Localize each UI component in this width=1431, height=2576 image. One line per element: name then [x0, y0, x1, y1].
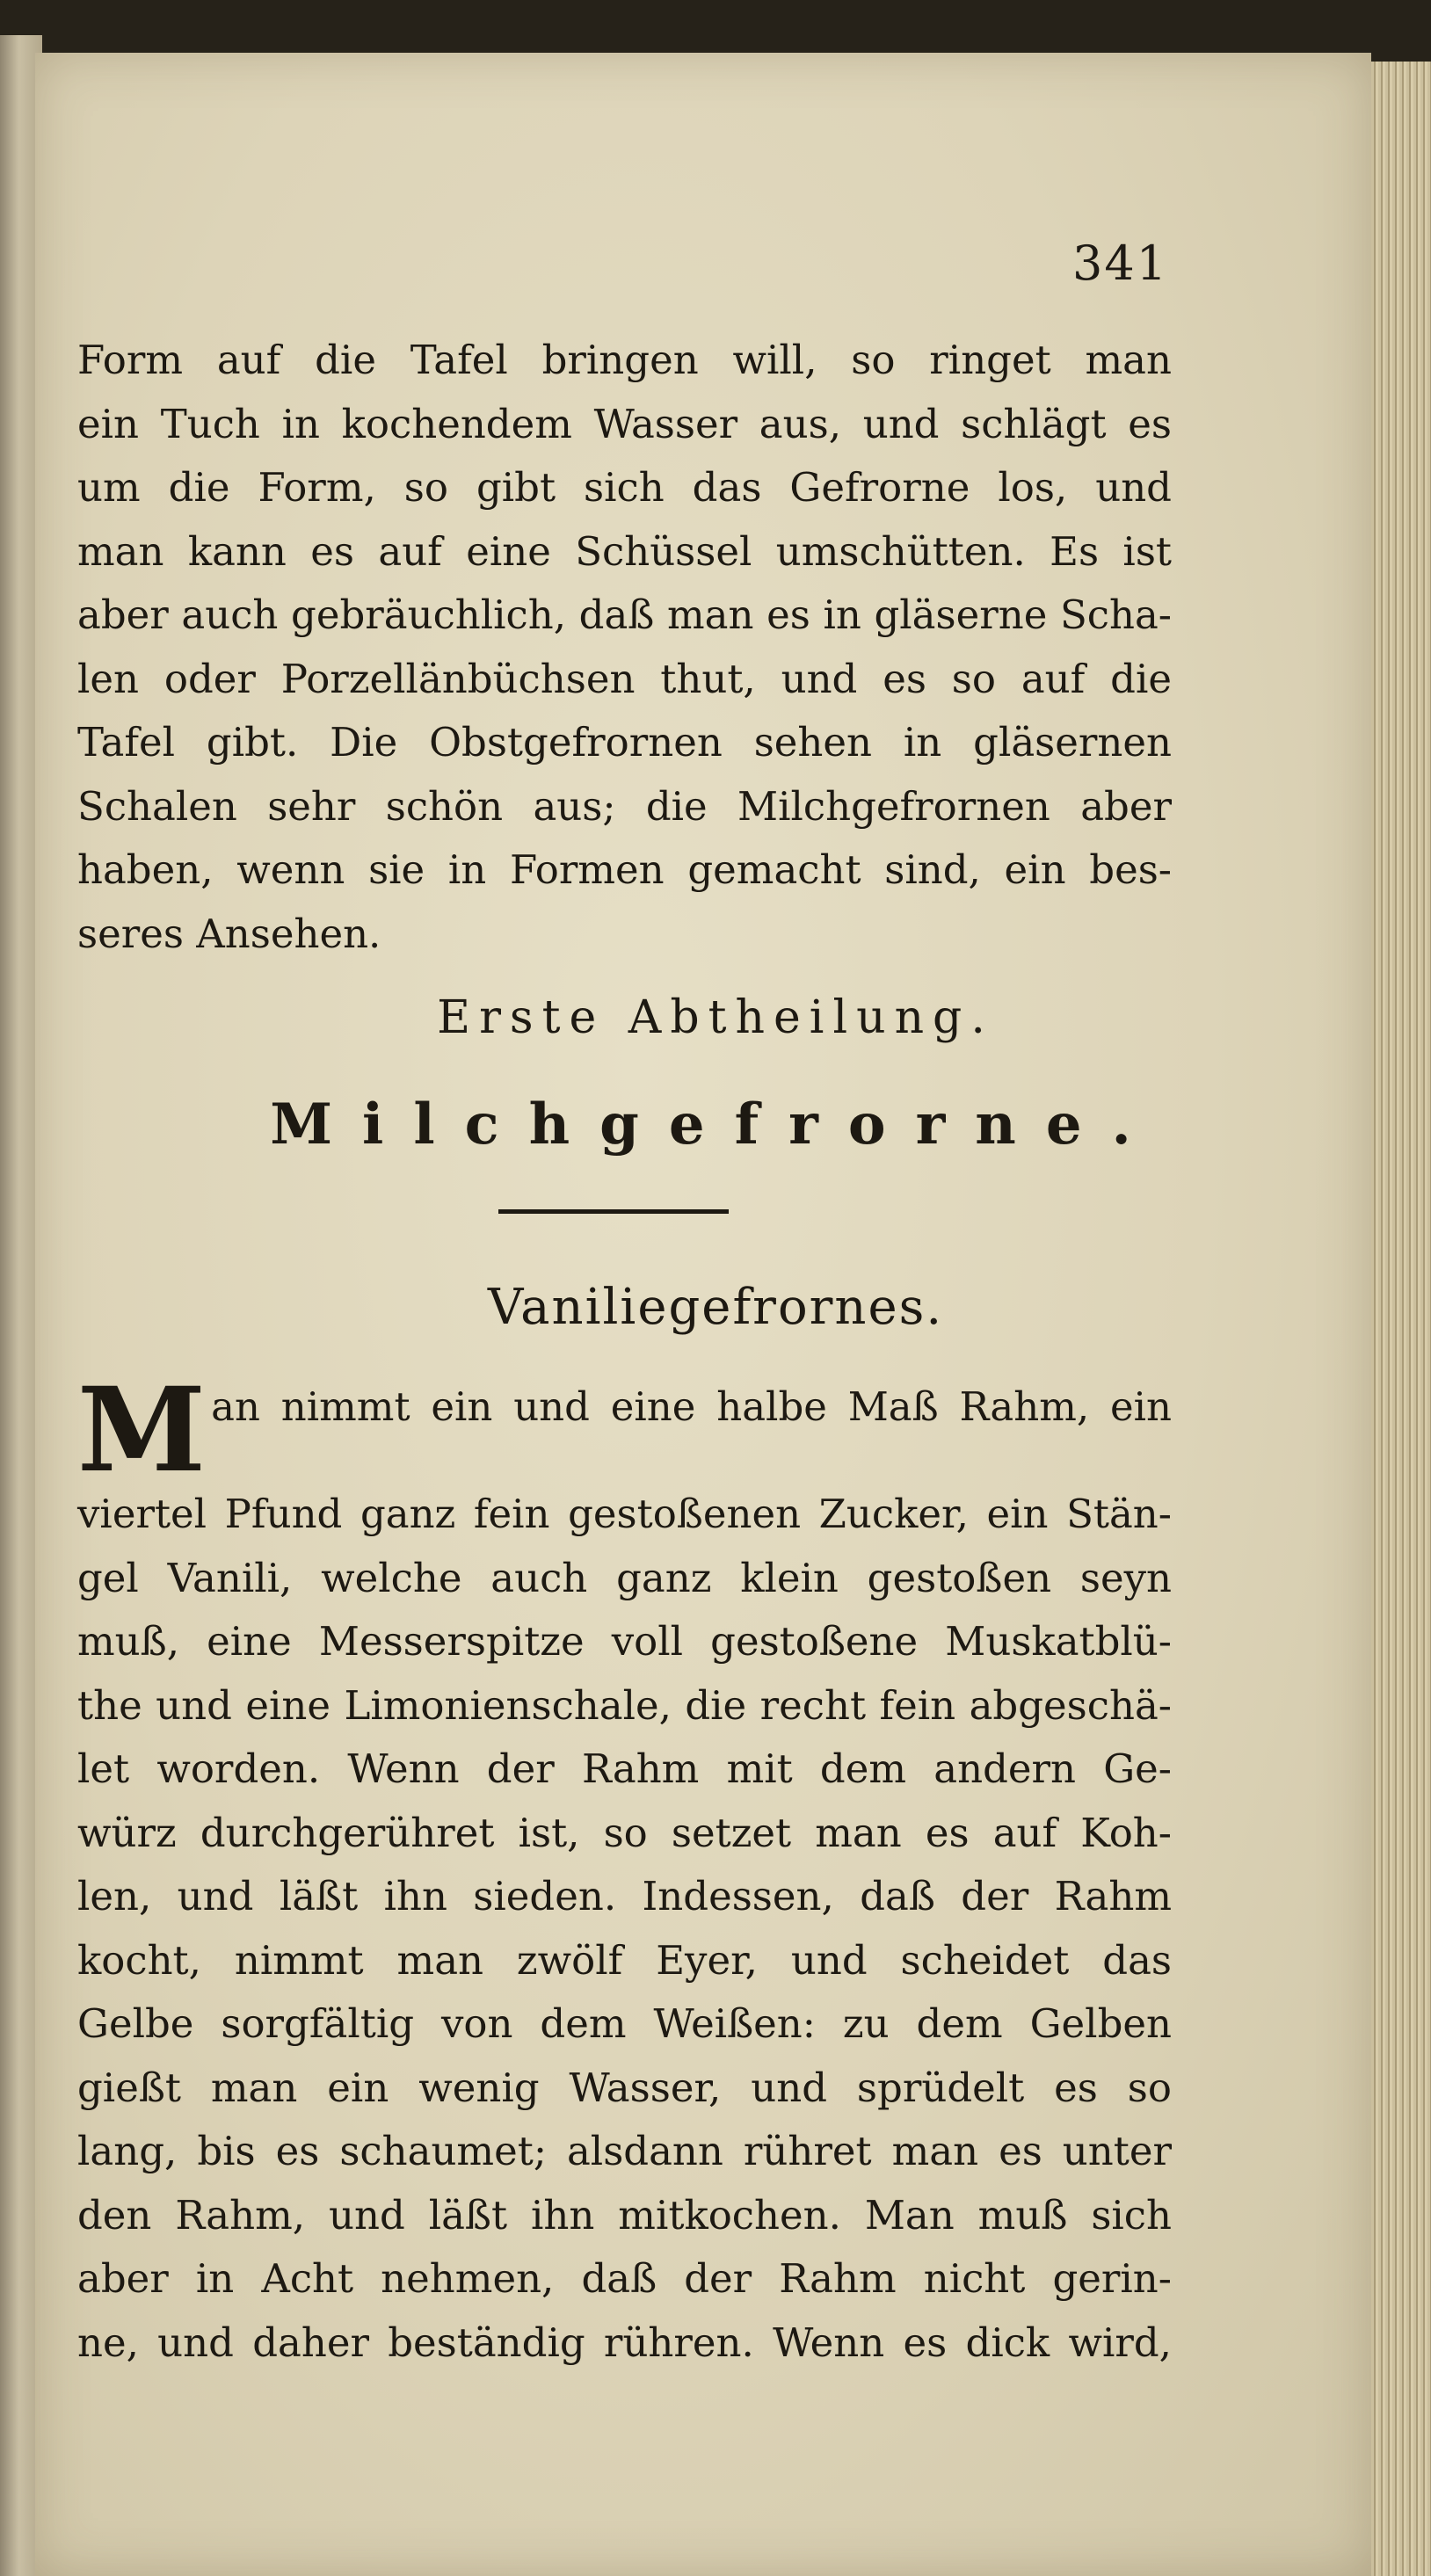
recipe-line: lang, bis es schaumet; alsdann rühret man es unter	[77, 2128, 1172, 2174]
section-title: Milchgefrorne.	[270, 1092, 1161, 1157]
page-number: 341	[1072, 236, 1169, 291]
intro-line: Form auf die Tafel bringen will, so ringet man	[77, 337, 1172, 383]
recipe-line: ne, und daher beständig rühren. Wenn es dick wird,	[77, 2318, 1172, 2366]
intro-line: seres Ansehen.	[77, 910, 381, 957]
recipe-line: aber in Acht nehmen, daß der Rahm nicht gerin-	[77, 2255, 1172, 2302]
recipe-line: an nimmt ein und eine halbe Maß Rahm, ein	[211, 1383, 1172, 1430]
recipe-line: len, und läßt ihn sieden. Indessen, daß der Rahm	[77, 1873, 1172, 1919]
recipe-line: the und eine Limonienschale, die recht fein abgeschä-	[77, 1681, 1172, 1729]
recipe-line: kocht, nimmt man zwölf Eyer, und scheidet das	[77, 1936, 1172, 1984]
recipe-title: Vaniliegefrornes.	[487, 1279, 944, 1336]
recipe-line: würz durchgerühret ist, so setzet man es auf Koh-	[77, 1809, 1172, 1856]
intro-line: Schalen sehr schön aus; die Milchgefrornen aber	[77, 782, 1172, 830]
intro-line: man kann es auf eine Schüssel umschütten. Es ist	[77, 527, 1172, 575]
recipe-line: den Rahm, und läßt ihn mitkochen. Man muß sich	[77, 2191, 1172, 2239]
intro-line: len oder Porzellänbüchsen thut, und es so auf die	[77, 655, 1172, 702]
section-heading: Erste Abtheilung.	[437, 991, 994, 1044]
intro-line: Tafel gibt. Die Obstgefrornen sehen in gläsernen	[77, 719, 1172, 766]
recipe-line: muß, eine Messerspitze voll gestoßene Muskatblü-	[77, 1618, 1172, 1665]
recipe-line: gel Vanili, welche auch ganz klein gestoßen seyn	[77, 1554, 1172, 1601]
intro-paragraph	[77, 329, 1172, 966]
recipe-paragraph	[77, 1362, 1172, 2375]
drop-cap: M	[77, 1362, 207, 1498]
intro-line: aber auch gebräuchlich, daß man es in gläserne Scha-	[77, 591, 1172, 638]
recipe-line: Gelbe sorgfältig von dem Weißen: zu dem Gelben	[77, 2000, 1172, 2047]
recipe-line: viertel Pfund ganz fein gestoßenen Zucker, ein Stän-	[77, 1491, 1172, 1537]
section-divider	[498, 1209, 729, 1214]
recipe-line: let worden. Wenn der Rahm mit dem andern Ge-	[77, 1745, 1172, 1792]
intro-line: um die Form, so gibt sich das Gefrorne los, und	[77, 464, 1172, 511]
recipe-line: gießt man ein wenig Wasser, und sprüdelt es so	[77, 2064, 1172, 2111]
intro-line: ein Tuch in kochendem Wasser aus, und schlägt es	[77, 400, 1172, 447]
intro-line: haben, wenn sie in Formen gemacht sind, ein bes-	[77, 846, 1172, 893]
